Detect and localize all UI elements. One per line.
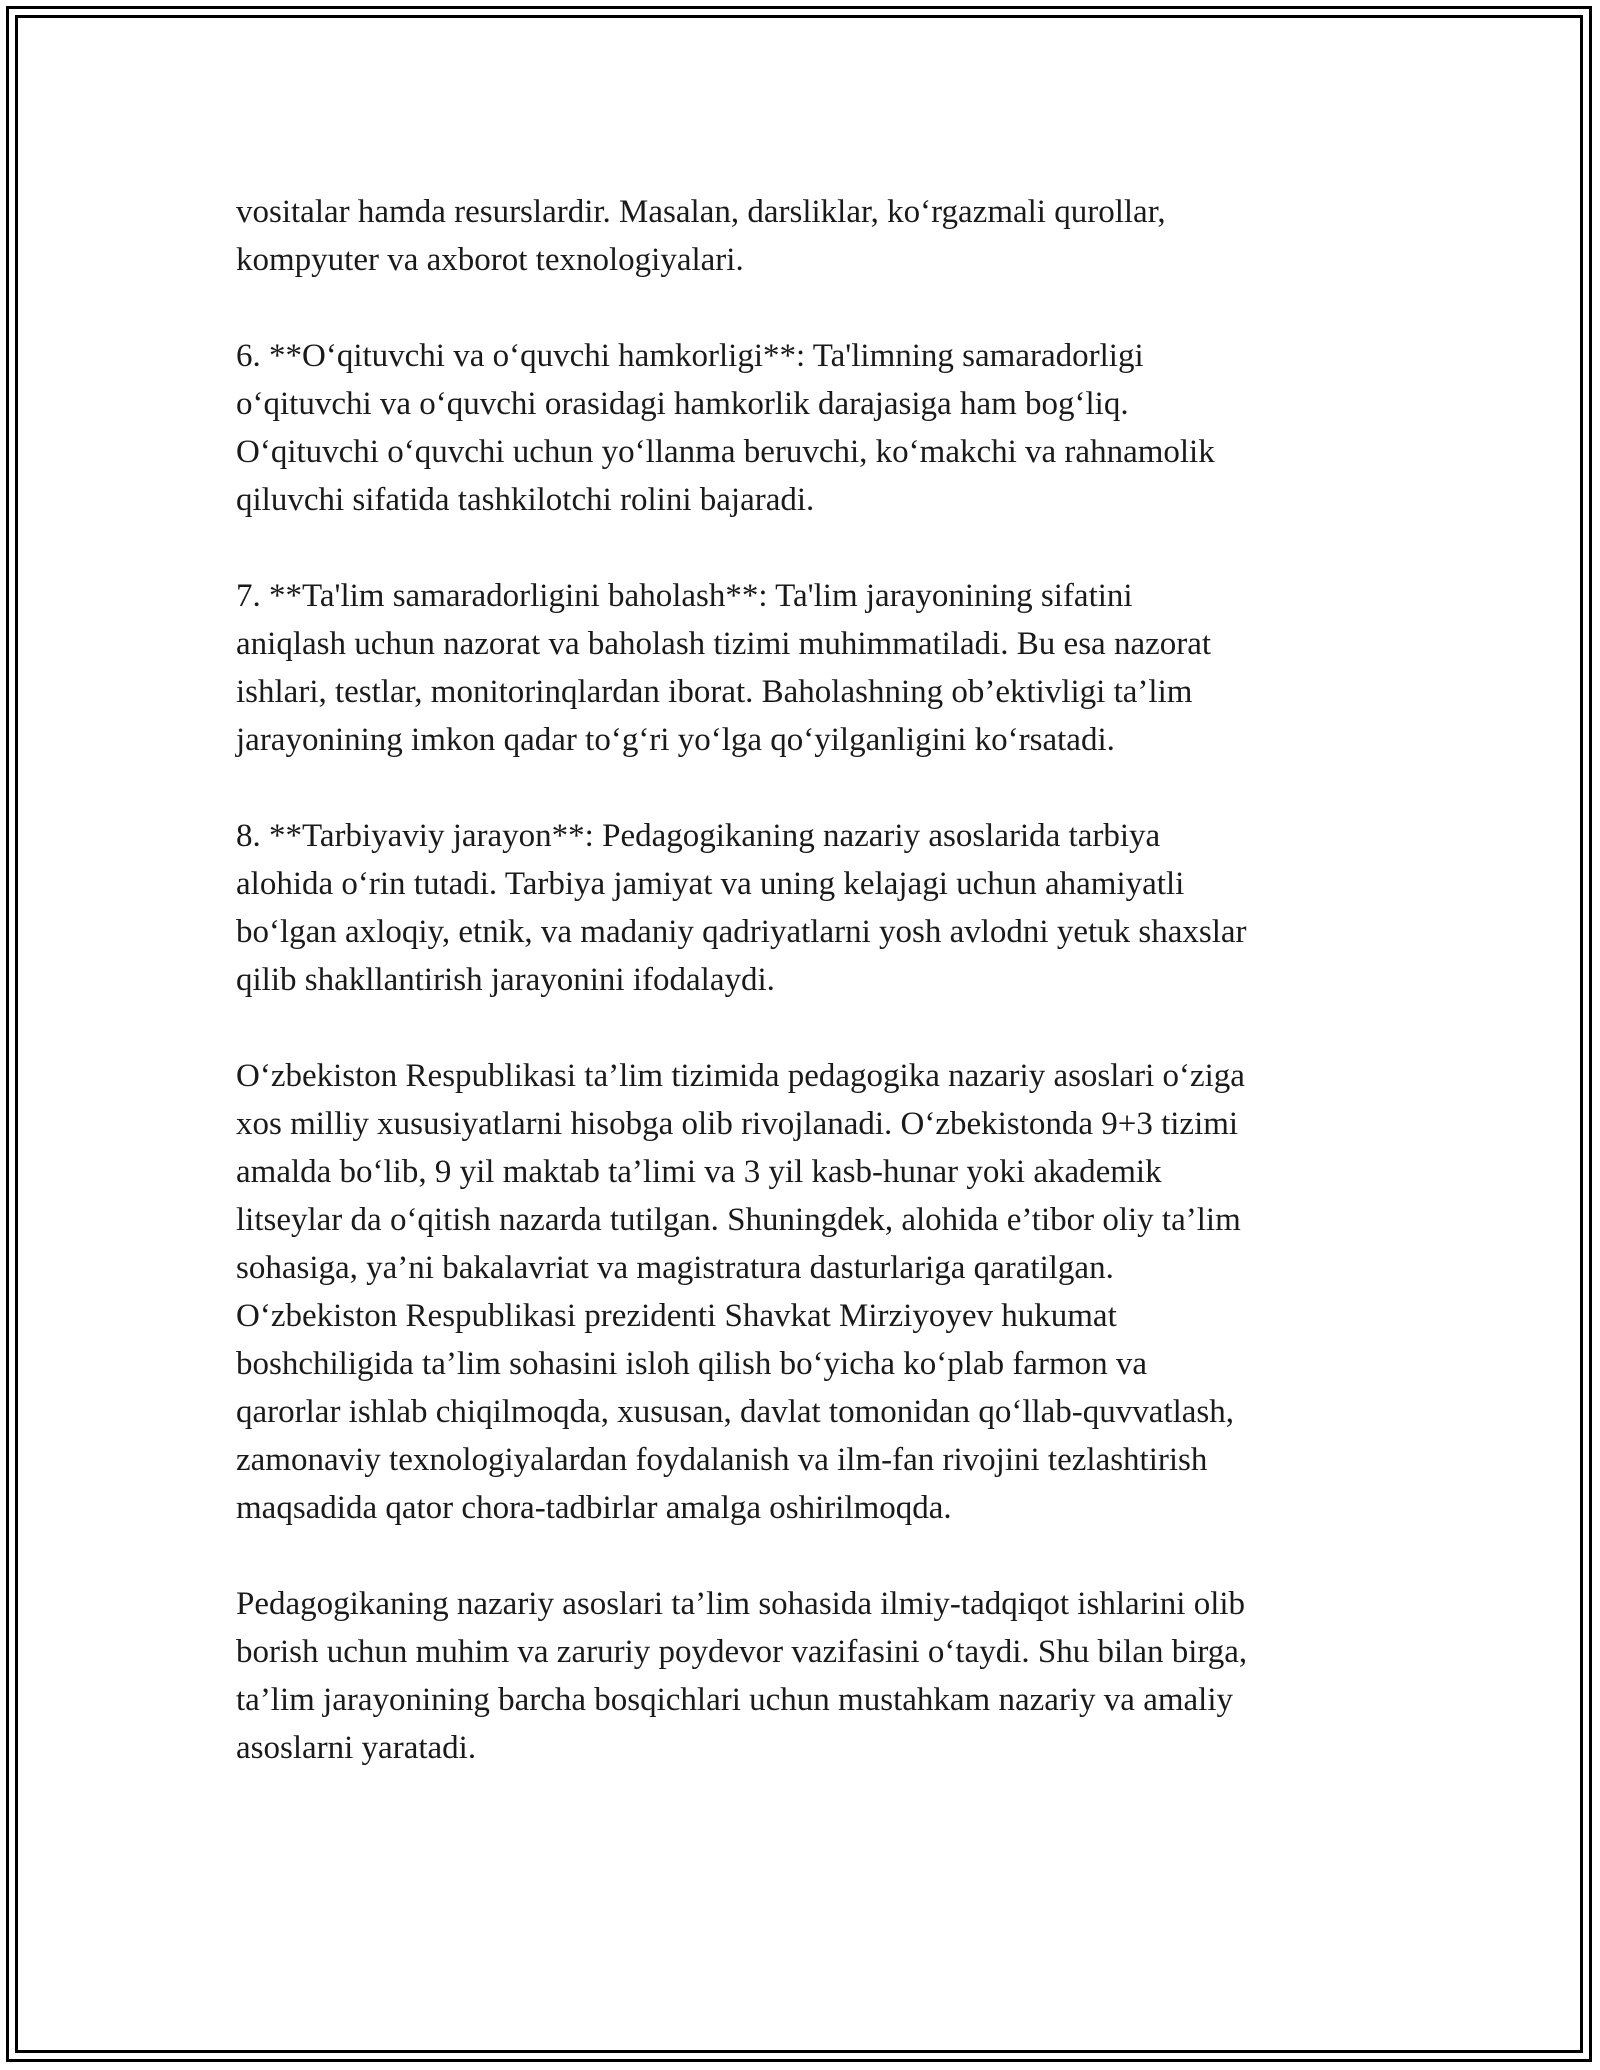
paragraph-resources-continuation: vositalar hamda resurslardir. Masalan, darsliklar, ko‘rgazmali qurollar, kompyuter va axborot texnologiyalari. [236, 194, 1166, 278]
paragraph-upbringing: 8. **Tarbiyaviy jarayon**: Pedagogikaning nazariy asoslarida tarbiya alohida o‘rin tutadi. Tarbiya jamiyat va uning kelajagi uchun ahamiyatli bo‘lgan axloqiy, etnik, va madaniy qadriyatlarni yosh avlodni yetuk shaxslar qilib shakllantirish jarayonini ifodalaydi. [236, 818, 1247, 998]
paragraph-assessment: 7. **Ta'lim samaradorligini baholash**: Ta'lim jarayonining sifatini aniqlash uchun nazorat va baholash tizimi muhimmatiladi. Bu esa nazorat ishlari, testlar, monitorinqlardan iborat. Baholashning ob’ektivligi ta’lim jarayonining imkon qadar to‘g‘ri yo‘lga qo‘yilganligini ko‘rsatadi. [236, 578, 1212, 758]
document-body [236, 188, 1366, 1820]
paragraph-uzbekistan-education: O‘zbekiston Respublikasi ta’lim tizimida pedagogika nazariy asoslari o‘ziga xos milliy xususiyatlarni hisobga olib rivojlanadi. O‘zbekistonda 9+3 tizimi amalda bo‘lib, 9 yil maktab ta’limi va 3 yil kasb-hunar yoki akademik litseylar da o‘qitish nazarda tutilgan. Shuningdek, alohida e’tibor oliy ta’lim sohasiga, ya’ni bakalavriat va magistratura dasturlariga qaratilgan. O‘zbekiston Respublikasi prezidenti Shavkat Mirziyoyev hukumat boshchiligida ta’lim sohasini isloh qilish bo‘yicha ko‘plab farmon va qarorlar ishlab chiqilmoqda, xususan, davlat tomonidan qo‘llab-quvvatlash, zamonaviy texnologiyalardan foydalanish va ilm-fan rivojini tezlashtirish maqsadida qator chora-tadbirlar amalga oshirilmoqda. [236, 1058, 1245, 1526]
paragraph-teacher-student-cooperation: 6. **O‘qituvchi va o‘quvchi hamkorligi**: Ta'limning samaradorligi o‘qituvchi va o‘quvchi orasidagi hamkorlik darajasiga ham bog‘liq. O‘qituvchi o‘quvchi uchun yo‘llanma beruvchi, ko‘makchi va rahnamolik qiluvchi sifatida tashkilotchi rolini bajaradi. [236, 338, 1215, 518]
paragraph-conclusion: Pedagogikaning nazariy asoslari ta’lim sohasida ilmiy-tadqiqot ishlarini olib borish uchun muhim va zaruriy poydevor vazifasini o‘taydi. Shu bilan birga, ta’lim jarayonining barcha bosqichlari uchun mustahkam nazariy va amaliy asoslarni yaratadi. [236, 1586, 1248, 1766]
